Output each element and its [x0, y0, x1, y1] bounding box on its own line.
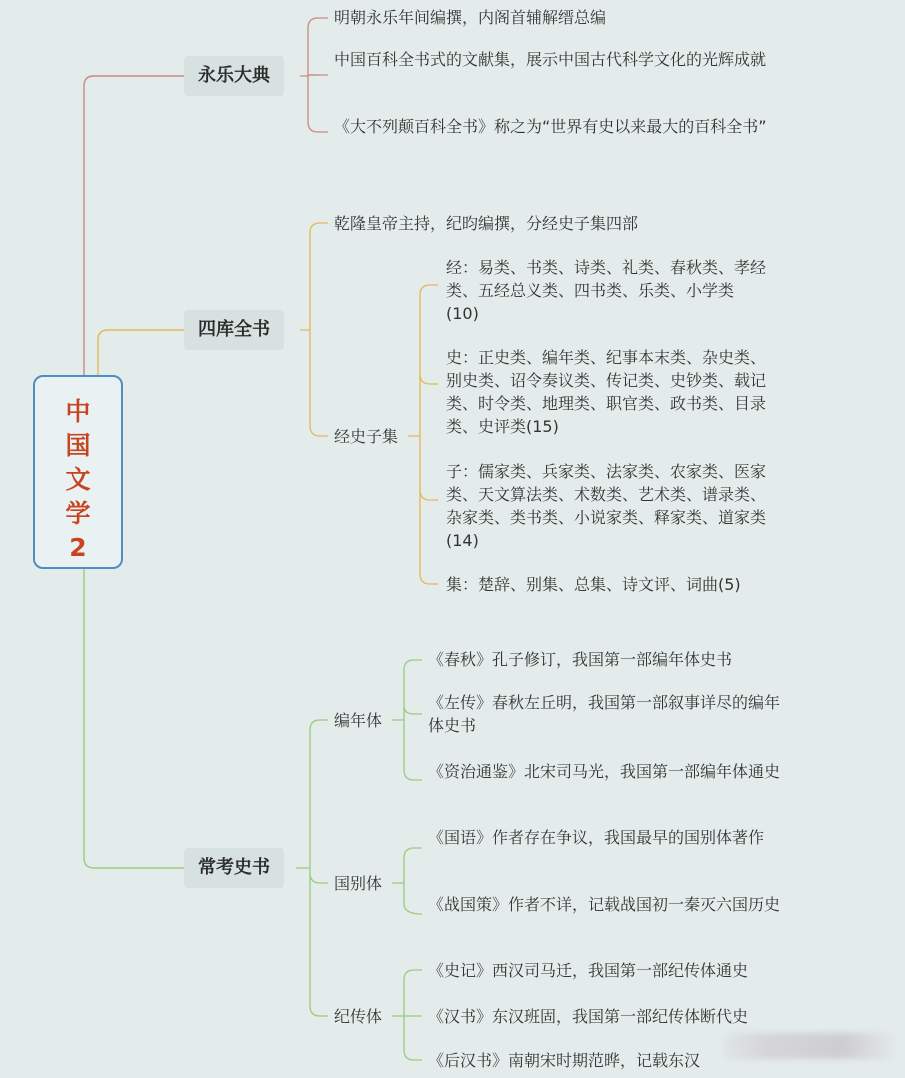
bracket-jingshizij	[408, 285, 438, 584]
root-node	[33, 375, 123, 569]
yongle-item-1: 明朝永乐年间编撰，内阁首辅解缙总编	[334, 8, 607, 27]
biannian-item-2: 《左传》春秋左丘明，我国第一部叙事详尽的编年体史书	[428, 693, 781, 735]
bracket-jizhuan	[392, 970, 422, 1060]
siku-part-jing: 经：易类、书类、诗类、礼类、春秋类、孝经类、五经总义类、四书类、乐类、小学类(10)	[446, 258, 767, 323]
jizhuan-item-3: 《后汉书》南朝宋时期范晔，记载东汉	[428, 1051, 701, 1070]
biannian-item-1: 《春秋》孔子修订，我国第一部编年体史书	[428, 650, 733, 669]
connector-siku	[98, 330, 184, 375]
connector-shishu	[84, 569, 184, 868]
root-char: 国	[65, 431, 91, 460]
guobie-item-1: 《国语》作者存在争议，我国最早的国别体著作	[428, 828, 765, 847]
root-char: 学	[65, 499, 91, 528]
siku-part-zi: 子：儒家类、兵家类、法家类、农家类、医家类、天文算法类、术数类、艺术类、谱录类、杂家类、类书类、小说家类、释家类、道家类(14)	[446, 462, 767, 550]
shishu-group-biannian: 编年体	[334, 711, 383, 730]
bracket-siku	[300, 223, 328, 436]
yongle-item-2: 中国百科全书式的文献集，展示中国古代科学文化的光辉成就	[334, 50, 767, 69]
branch-changkao-shishu: 常考史书	[184, 848, 284, 888]
branch-siku-quanshu: 四库全书	[184, 310, 284, 350]
jizhuan-item-2: 《汉书》东汉班固，我国第一部纪传体断代史	[428, 1007, 749, 1026]
bracket-guobie	[392, 848, 422, 914]
siku-part-ji: 集：楚辞、别集、总集、诗文评、词曲(5)	[446, 575, 741, 594]
siku-intro: 乾隆皇帝主持，纪昀编撰，分经史子集四部	[334, 214, 639, 233]
biannian-item-3: 《资治通鉴》北宋司马光，我国第一部编年体通史	[428, 762, 781, 781]
root-title	[35, 395, 121, 565]
branch-yongle-dadian: 永乐大典	[184, 56, 284, 96]
yongle-item-3: 《大不列颠百科全书》称之为“世界有史以来最大的百科全书”	[334, 117, 767, 136]
siku-part-shi: 史：正史类、编年类、纪事本末类、杂史类、别史类、诏令奏议类、传记类、史钞类、载记类、时令类、地理类、职官类、政书类、目录类、史评类(15)	[446, 348, 767, 436]
siku-sub-label: 经史子集	[334, 427, 399, 446]
bracket-shishu	[296, 720, 328, 1016]
shishu-group-jizhuan: 纪传体	[334, 1007, 383, 1026]
shishu-group-guobie: 国别体	[334, 874, 383, 893]
root-char: 中	[65, 397, 91, 426]
blurred-watermark	[724, 1033, 894, 1059]
bracket-biannian	[392, 660, 422, 780]
guobie-item-2: 《战国策》作者不详，记载战国初一秦灭六国历史	[428, 895, 781, 914]
root-char: 文	[65, 465, 91, 494]
root-char: 2	[69, 533, 87, 562]
jizhuan-item-1: 《史记》西汉司马迁，我国第一部纪传体通史	[428, 961, 749, 980]
